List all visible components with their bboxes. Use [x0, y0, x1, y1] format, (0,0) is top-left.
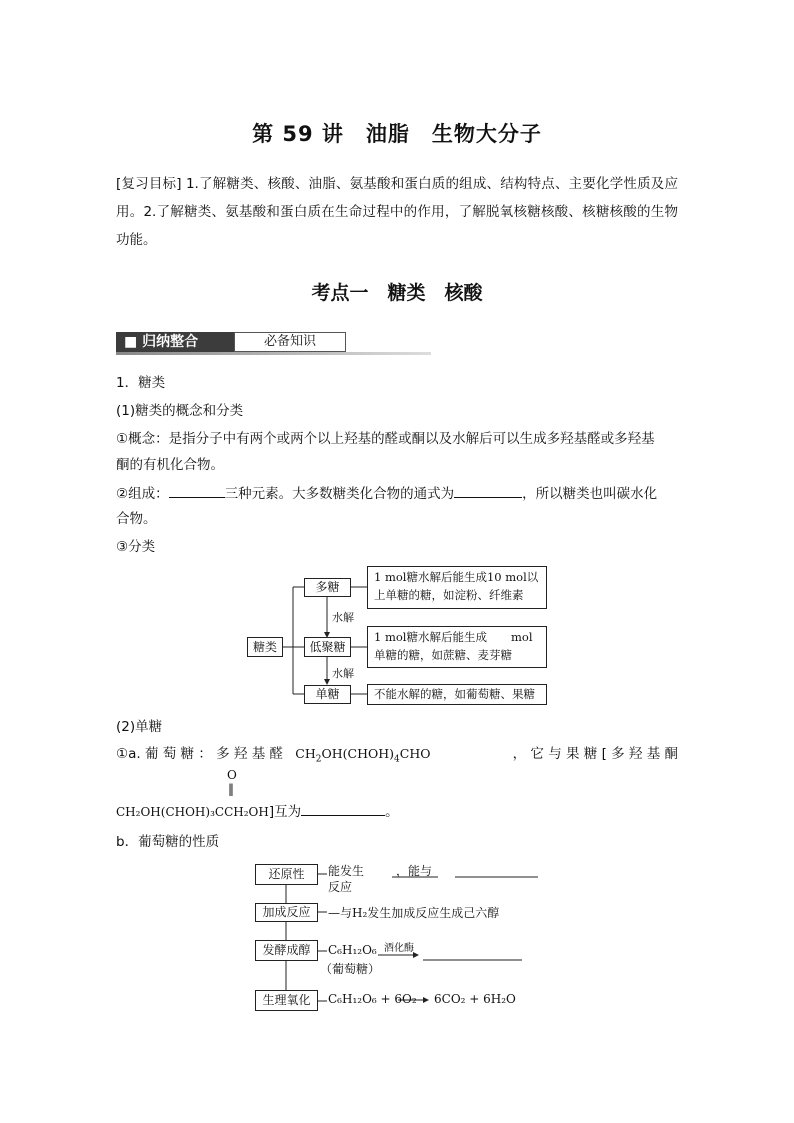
desc-oligosaccharide: 1 mol糖水解后能生成 mol 单糖的糖，如蔗糖、麦芽糖: [367, 626, 547, 668]
heading-1-1: (1)糖类的概念和分类: [116, 403, 244, 419]
p2-text: —与H₂发生加成反应生成己六醇: [328, 906, 500, 920]
fructose-line: CH₂OH(CHOH)₃CCH₂OH]互为 。: [116, 801, 399, 822]
p3-name: （葡萄糖）: [320, 962, 381, 976]
blank-elements[interactable]: [169, 483, 225, 498]
concept-line-1: ①概念：是指分子中有两个或两个以上羟基的醛或酮以及水解后可以生成多羟基醛或多羟基: [116, 431, 655, 447]
glucose-line: ①a. 葡 萄 糖 ： 多 羟 基 醛 $CH_2OH(CHOH)_4CHO$ ， 它 与 果 糖 [ 多 羟 基 酮: [116, 746, 678, 765]
p4-right: 6CO₂ + 6H₂O: [434, 992, 516, 1006]
p1-text-a: 能发生: [328, 864, 365, 878]
section-banner: [116, 331, 431, 355]
glucose-diagram: [250, 860, 550, 1015]
node-oligosaccharide: 低聚糖: [304, 637, 351, 657]
heading-1: 1．糖类: [116, 375, 166, 391]
composition-line: ②组成： 三种元素。大多数糖类化合物的通式为 ，所以糖类也叫碳水化: [116, 483, 657, 504]
blank-isomer[interactable]: [301, 801, 385, 816]
prop-addition: 加成反应: [255, 903, 318, 922]
node-sugar: 糖类: [247, 637, 283, 657]
carbonyl-bond: ‖: [228, 782, 234, 796]
concept-line-2: 酮的有机化合物。: [116, 457, 224, 473]
p1-text-b: ，能与: [396, 864, 433, 878]
review-goals: [116, 170, 678, 254]
glucose-properties-heading: b．葡萄糖的性质: [116, 834, 220, 850]
node-polysaccharide: 多糖: [304, 578, 351, 597]
blank-formula[interactable]: [454, 483, 522, 498]
desc-polysaccharide: 1 mol糖水解后能生成10 mol以 上单糖的糖，如淀粉、纤维素: [367, 566, 547, 609]
p4-left: C₆H₁₂O₆ + 6O₂: [328, 992, 417, 1006]
page-title: 第 59 讲 油脂 生物大分子: [252, 122, 542, 146]
p3-formula: C₆H₁₂O₆: [328, 943, 377, 957]
review-label: [复习目标]: [116, 176, 182, 192]
label-hydrolysis-2: 水解: [332, 667, 354, 680]
p1-text-c: 反应: [328, 880, 353, 894]
review-text: 1.了解糖类、核酸、油脂、氨基酸和蛋白质的组成、结构特点、主要化学性质及应用。2.了解糖类、氨基酸和蛋白质在生命过程中的作用，了解脱氧核糖核酸、核糖核酸的生物功能。: [116, 176, 678, 248]
banner-rule: [116, 352, 431, 355]
section-title: 考点一 糖类 核酸: [311, 282, 483, 304]
composition-line-2: 合物。: [116, 511, 157, 527]
prop-fermentation: 发酵成醇: [255, 940, 318, 961]
node-monosaccharide: 单糖: [304, 685, 351, 704]
classification-diagram: [240, 566, 560, 708]
carbonyl-o: O: [227, 768, 237, 782]
prop-oxidation: 生理氧化: [255, 990, 318, 1011]
desc-monosaccharide: 不能水解的糖，如葡萄糖、果糖: [367, 684, 547, 705]
p3-catalyst: 酒化酶: [384, 943, 414, 954]
label-hydrolysis-1: 水解: [332, 611, 354, 624]
banner-right: 必备知识: [234, 332, 346, 352]
prop-reducing: 还原性: [255, 864, 318, 885]
heading-1-2: (2)单糖: [116, 719, 163, 735]
banner-left: ■ 归纳整合: [116, 332, 234, 352]
classify-label: ③分类: [116, 539, 156, 555]
